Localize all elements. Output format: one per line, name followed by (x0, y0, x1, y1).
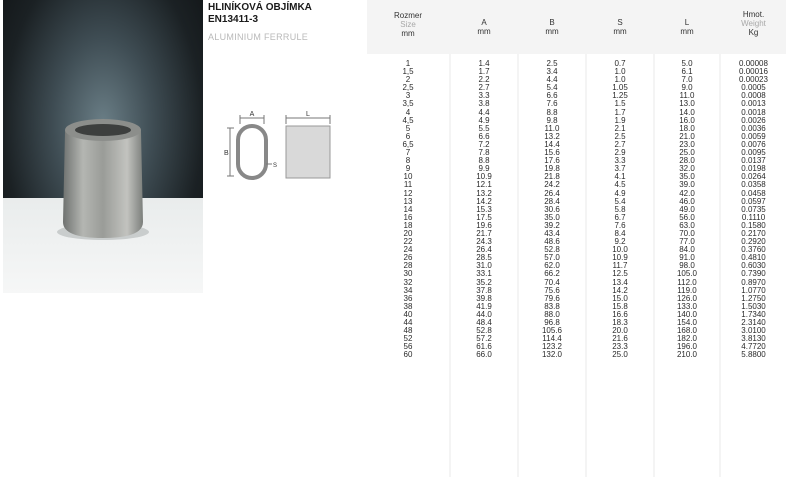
table-cell: 0.0059 (741, 131, 766, 141)
table-cell: 66.2 (544, 269, 560, 279)
table-cell: 32.0 (679, 164, 695, 174)
table-cell: 28 (403, 261, 413, 271)
table-cell: 40 (403, 309, 413, 319)
table-cell: 44 (403, 318, 413, 327)
table-cell: 13 (403, 196, 413, 206)
header-s-sym: S (617, 18, 623, 27)
column-a (451, 60, 517, 359)
table-cell: 34 (403, 285, 413, 295)
table-cell: 119.0 (677, 285, 697, 295)
table-cell: 114.4 (542, 334, 562, 344)
table-cell: 96.8 (544, 318, 560, 327)
table-cell: 70.4 (544, 277, 560, 287)
table-cell: 8.4 (614, 228, 626, 238)
table-cell: 14.4 (544, 139, 560, 149)
table-cell: 2.2 (478, 75, 490, 85)
table-cell: 13.0 (679, 99, 695, 109)
table-cell: 0.00008 (739, 59, 768, 68)
table-cell: 43.4 (544, 228, 560, 238)
table-cell: 3.7 (614, 164, 626, 174)
table-cell: 0.0137 (741, 156, 766, 166)
table-cell: 28.4 (544, 196, 560, 206)
table-cell: 20.0 (612, 326, 628, 336)
table-cell: 21.7 (476, 228, 492, 238)
table-cell: 24.3 (476, 237, 492, 247)
specification-table (367, 0, 786, 477)
table-cell: 105.6 (541, 326, 563, 336)
table-cell: 6.6 (546, 91, 558, 101)
header-a (451, 0, 517, 52)
table-cell: 0.0597 (741, 196, 766, 206)
table-cell: 0.00016 (739, 67, 768, 77)
table-cell: 133.0 (676, 301, 698, 311)
table-cell: 126.0 (676, 293, 698, 303)
header-b-sym: B (549, 18, 555, 27)
table-cell: 17.6 (544, 156, 560, 166)
column-size (367, 60, 449, 359)
table-cell: 2.7 (614, 139, 626, 149)
table-cell: 79.6 (544, 293, 560, 303)
table-cell: 1.7 (614, 107, 626, 117)
table-cell: 5.5 (478, 123, 490, 133)
table-cell: 18.3 (612, 318, 628, 327)
table-cell: 6.6 (478, 131, 490, 141)
header-size-en: Size (400, 20, 416, 29)
table-cell: 0.2920 (741, 237, 766, 247)
column-s (587, 60, 653, 359)
table-cell: 12.1 (476, 180, 492, 190)
table-cell: 210.0 (676, 350, 698, 360)
table-cell: 28.0 (679, 156, 695, 166)
table-cell: 0.7 (614, 59, 626, 68)
table-cell: 16.6 (612, 309, 628, 319)
table-cell: 4.1 (614, 172, 626, 182)
table-cell: 168.0 (676, 326, 698, 336)
table-cell: 1.0 (614, 75, 626, 85)
table-cell: 25.0 (612, 350, 628, 360)
table-cell: 1.5030 (741, 301, 766, 311)
label-l: L (306, 111, 310, 118)
table-cell: 30.6 (544, 204, 560, 214)
dimension-diagram (222, 108, 352, 188)
header-a-sym: A (481, 18, 487, 27)
table-cell: 48 (403, 326, 413, 336)
table-cell: 18 (403, 220, 413, 230)
table-cell: 0.0026 (741, 115, 766, 125)
table-cell: 6.1 (681, 67, 693, 77)
table-cell: 14.2 (612, 285, 628, 295)
table-cell: 15.0 (612, 293, 628, 303)
title-line-1: HLINÍKOVÁ OBJÍMKA (208, 2, 312, 13)
table-cell: 35.0 (544, 212, 560, 222)
table-cell: 16 (403, 212, 413, 222)
table-cell: 7.8 (478, 148, 490, 158)
table-cell: 19.8 (544, 164, 560, 174)
table-cell: 7.6 (546, 99, 558, 109)
table-cell: 14.2 (476, 196, 492, 206)
table-cell: 3.8130 (741, 334, 766, 344)
table-cell: 9.0 (681, 83, 693, 93)
header-b (519, 0, 585, 52)
table-cell: 11.0 (544, 123, 560, 133)
header-s-unit: mm (613, 27, 627, 36)
table-cell: 0.3760 (741, 245, 766, 255)
table-cell: 3.3 (614, 156, 626, 166)
table-cell: 123.2 (541, 342, 563, 352)
table-cell: 35.0 (679, 172, 695, 182)
table-cell: 182.0 (676, 334, 698, 344)
table-cell: 154.0 (676, 318, 698, 327)
table-cell: 7.6 (614, 220, 626, 230)
table-cell: 0.0008 (741, 91, 766, 101)
table-cell: 22 (403, 237, 413, 247)
table-cell: 0.0076 (741, 139, 766, 149)
table-cell: 0.0013 (741, 99, 766, 109)
table-cell: 3.3 (478, 91, 490, 101)
table-cell: 14.0 (679, 107, 695, 117)
table-cell: 20 (403, 228, 413, 238)
table-cell: 0.8970 (741, 277, 766, 287)
table-cell: 21.8 (544, 172, 560, 182)
table-cell: 1.25 (612, 91, 628, 101)
table-cell: 0.1580 (741, 220, 766, 230)
table-cell: 5.4 (546, 83, 558, 93)
table-cell: 57.0 (544, 253, 560, 263)
table-cell: 0.0458 (741, 188, 766, 198)
table-cell: 8.8 (478, 156, 490, 166)
header-weight-cz: Hmot. (742, 10, 765, 19)
table-cell: 21.0 (679, 131, 695, 141)
table-cell: 4.5 (614, 180, 626, 190)
header-weight-unit: Kg (748, 28, 759, 37)
table-cell: 1 (405, 59, 411, 68)
table-cell: 1,5 (402, 67, 414, 77)
table-cell: 13.2 (476, 188, 492, 198)
table-cell: 140.0 (676, 309, 698, 319)
table-cell: 3,5 (402, 99, 414, 109)
table-cell: 84.0 (679, 245, 695, 255)
table-cell: 3.0100 (741, 326, 766, 336)
table-cell: 26.4 (544, 188, 560, 198)
table-cell: 0.4810 (741, 253, 766, 263)
table-cell: 18.0 (679, 123, 695, 133)
table-cell: 1.7 (478, 67, 490, 77)
table-cell: 10.9 (612, 253, 628, 263)
table-cell: 26.4 (476, 245, 492, 255)
table-cell: 17.5 (476, 212, 492, 222)
product-title (208, 2, 312, 26)
header-weight (721, 0, 786, 52)
table-cell: 0.0005 (741, 83, 766, 93)
table-cell: 52 (403, 334, 413, 344)
header-l (655, 0, 719, 52)
table-cell: 6.7 (614, 212, 626, 222)
table-cell: 23.0 (679, 139, 695, 149)
table-cell: 0.00023 (739, 75, 768, 85)
table-cell: 70.0 (679, 228, 695, 238)
table-cell: 0.0358 (741, 180, 766, 190)
table-cell: 3 (405, 91, 411, 101)
table-cell: 2.1 (614, 123, 626, 133)
header-s (587, 0, 653, 52)
table-cell: 46.0 (679, 196, 695, 206)
product-subtitle: ALUMINIUM FERRULE (208, 32, 309, 42)
table-cell: 5.8 (614, 204, 626, 214)
product-photo (3, 0, 203, 293)
table-cell: 6,5 (402, 139, 414, 149)
label-s: S (273, 163, 278, 169)
column-l (655, 60, 719, 359)
table-cell: 66.0 (476, 350, 492, 360)
table-cell: 14 (403, 204, 413, 214)
table-cell: 30 (403, 269, 413, 279)
table-cell: 8.8 (546, 107, 558, 117)
table-cell: 6 (405, 131, 411, 141)
table-cell: 2.5 (546, 59, 558, 68)
table-cell: 112.0 (677, 277, 697, 287)
table-cell: 1.4 (478, 59, 490, 68)
table-cell: 0.0036 (741, 123, 766, 133)
table-cell: 42.0 (679, 188, 695, 198)
table-cell: 11.7 (612, 261, 628, 271)
header-size-cz: Rozmer (393, 11, 422, 20)
table-cell: 5.0 (681, 59, 693, 68)
table-cell: 1.0 (614, 67, 626, 77)
table-cell: 8 (405, 156, 411, 166)
table-cell: 28.5 (476, 253, 492, 263)
table-cell: 13.2 (544, 131, 560, 141)
table-cell: 49.0 (679, 204, 695, 214)
header-weight-en: Weight (741, 19, 766, 28)
table-cell: 60 (403, 350, 413, 360)
table-cell: 10 (403, 172, 413, 182)
table-cell: 63.0 (679, 220, 695, 230)
table-cell: 52.8 (544, 245, 560, 255)
table-cell: 7.0 (681, 75, 693, 85)
table-cell: 4.4 (546, 75, 558, 85)
table-cell: 0.7390 (741, 269, 766, 279)
table-cell: 132.0 (541, 350, 563, 360)
table-cell: 105.0 (676, 269, 698, 279)
table-cell: 0.0018 (741, 107, 766, 117)
header-size-unit: mm (401, 29, 415, 38)
table-cell: 33.1 (476, 269, 492, 279)
table-cell: 48.4 (476, 318, 492, 327)
table-cell: 5.4 (614, 196, 626, 206)
table-cell: 3.8 (478, 99, 490, 109)
table-cell: 4 (405, 107, 411, 117)
table-cell: 2,5 (402, 83, 414, 93)
table-cell: 3.4 (546, 67, 558, 77)
table-cell: 12.5 (612, 269, 628, 279)
header-b-unit: mm (545, 27, 559, 36)
table-cell: 2.3140 (741, 318, 766, 327)
table-cell: 91.0 (679, 253, 695, 263)
table-cell: 2.9 (614, 148, 626, 158)
table-cell: 0.2170 (741, 228, 766, 238)
table-cell: 1.7340 (741, 309, 766, 319)
table-cell: 26 (403, 253, 413, 263)
table-cell: 9.9 (478, 164, 490, 174)
table-cell: 4.9 (478, 115, 490, 125)
table-cell: 13.4 (612, 277, 628, 287)
table-cell: 4.9 (614, 188, 626, 198)
table-cell: 24.2 (544, 180, 560, 190)
table-cell: 7 (405, 148, 411, 158)
table-cell: 56.0 (679, 212, 695, 222)
title-line-2: EN13411-3 (208, 14, 259, 25)
table-cell: 1.9 (614, 115, 626, 125)
header-a-unit: mm (477, 27, 491, 36)
table-cell: 25.0 (679, 148, 695, 158)
table-cell: 10.0 (612, 245, 628, 255)
column-b (519, 60, 585, 359)
table-cell: 15.8 (612, 301, 628, 311)
table-cell: 9.2 (614, 237, 626, 247)
label-a: A (249, 111, 255, 118)
table-cell: 4.4 (478, 107, 490, 117)
header-l-unit: mm (680, 27, 694, 36)
table-cell: 83.8 (544, 301, 560, 311)
column-weight (721, 60, 786, 359)
table-cell: 1.05 (612, 83, 628, 93)
table-cell: 0.0735 (741, 204, 766, 214)
table-cell: 1.0770 (741, 285, 766, 295)
table-cell: 36 (403, 293, 413, 303)
table-cell: 38 (403, 301, 413, 311)
table-cell: 9 (405, 164, 411, 174)
table-cell: 0.0264 (741, 172, 766, 182)
table-cell: 12 (403, 188, 413, 198)
table-cell: 98.0 (679, 261, 695, 271)
table-cell: 11 (403, 180, 413, 190)
table-cell: 9.8 (546, 115, 558, 125)
table-cell: 61.6 (476, 342, 492, 352)
table-cell: 23.3 (612, 342, 628, 352)
table-cell: 10.9 (476, 172, 492, 182)
table-cell: 5 (405, 123, 411, 133)
table-cell: 5.8800 (741, 350, 766, 360)
table-cell: 19.6 (476, 220, 492, 230)
table-cell: 4.7720 (741, 342, 766, 352)
table-cell: 32 (403, 277, 413, 287)
header-l-sym: L (684, 18, 690, 27)
table-cell: 7.2 (478, 139, 490, 149)
table-cell: 4,5 (402, 115, 414, 125)
table-cell: 15.3 (476, 204, 492, 214)
table-cell: 56 (403, 342, 413, 352)
table-cell: 196.0 (676, 342, 698, 352)
table-cell: 0.1110 (741, 212, 766, 222)
table-cell: 16.0 (679, 115, 695, 125)
table-cell: 1.2750 (741, 293, 766, 303)
table-cell: 0.0198 (741, 164, 766, 174)
table-cell: 88.0 (544, 309, 560, 319)
table-cell: 1.5 (614, 99, 626, 109)
table-cell: 57.2 (476, 334, 492, 344)
table-cell: 2.7 (478, 83, 490, 93)
table-cell: 39.0 (679, 180, 695, 190)
table-cell: 35.2 (476, 277, 492, 287)
table-cell: 77.0 (679, 237, 695, 247)
table-cell: 75.6 (544, 285, 560, 295)
table-cell: 48.6 (544, 237, 560, 247)
table-cell: 24 (403, 245, 413, 255)
table-cell: 2 (405, 75, 411, 85)
table-cell: 15.6 (544, 148, 560, 158)
table-cell: 44.0 (476, 309, 492, 319)
table-cell: 0.6030 (741, 261, 766, 271)
header-size (367, 0, 449, 52)
table-cell: 39.2 (544, 220, 560, 230)
table-cell: 52.8 (476, 326, 492, 336)
table-cell: 39.8 (476, 293, 492, 303)
table-cell: 2.5 (614, 131, 626, 141)
table-cell: 31.0 (476, 261, 492, 271)
table-cell: 21.6 (612, 334, 628, 344)
table-cell: 11.0 (679, 91, 695, 101)
table-cell: 41.9 (476, 301, 492, 311)
label-b: B (224, 150, 229, 157)
table-cell: 0.0095 (741, 148, 766, 158)
table-cell: 62.0 (544, 261, 560, 271)
ferrule-image (3, 0, 203, 293)
table-cell: 37.8 (476, 285, 492, 295)
